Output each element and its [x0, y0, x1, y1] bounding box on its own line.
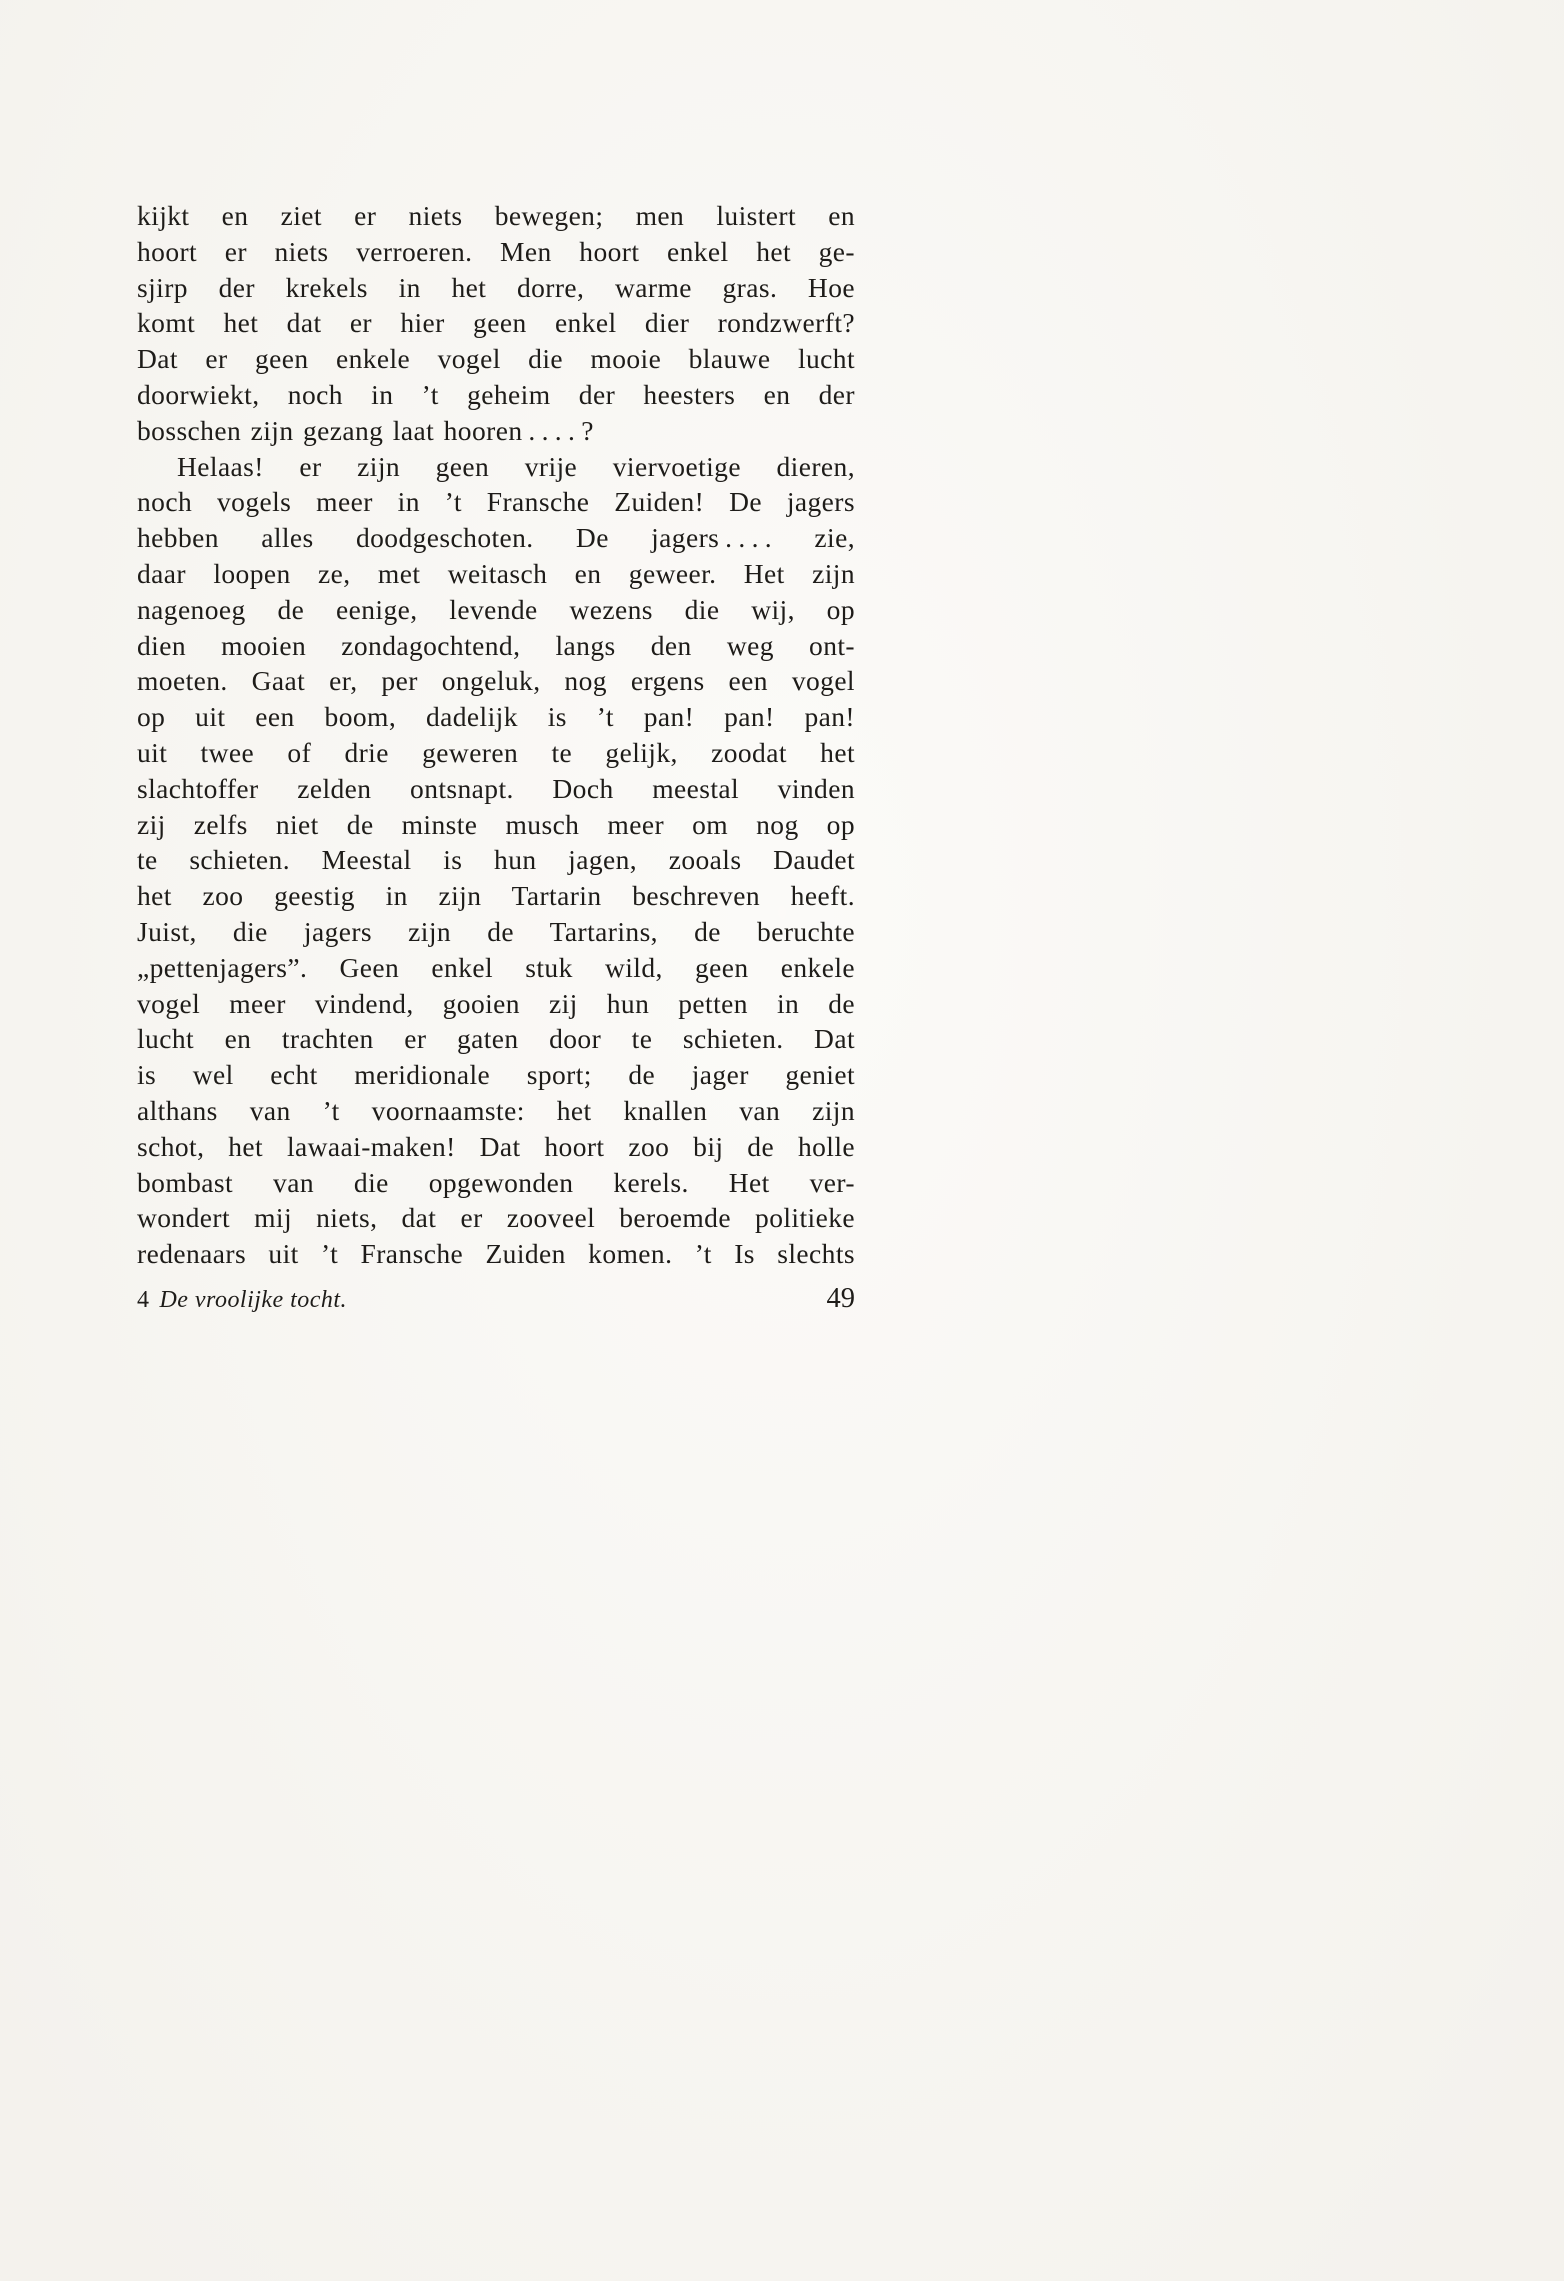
text-line: lucht en trachten er gaten door te schieten. Dat: [137, 1023, 855, 1055]
text-line: Dat er geen enkele vogel die mooie blauwe lucht: [137, 343, 855, 375]
text-line: komt het dat er hier geen enkel dier rondzwerft?: [137, 307, 855, 339]
text-line: althans van ’t voornaamste: het knallen van zijn: [137, 1094, 855, 1126]
text-line: „pettenjagers”. Geen enkel stuk wild, geen enkele: [137, 951, 855, 983]
text-line: doorwiekt, noch in ’t geheim der heesters en der: [137, 378, 855, 410]
text-block: [137, 198, 855, 1272]
text-line: noch vogels meer in ’t Fransche Zuiden! De jagers: [137, 486, 855, 518]
text-line: kijkt en ziet er niets bewegen; men luistert en: [137, 200, 855, 231]
text-line: op uit een boom, dadelijk is ’t pan! pan! pan!: [137, 701, 855, 733]
signature-number: 4: [137, 1287, 150, 1313]
text-line: hebben alles doodgeschoten. De jagers . . . . zie,: [137, 522, 855, 554]
text-line: dien mooien zondagochtend, langs den weg ont-: [137, 629, 855, 661]
page-number: 49: [826, 1283, 855, 1314]
text-line: is wel echt meridionale sport; de jager geniet: [137, 1059, 855, 1091]
text-line: slachtoffer zelden ontsnapt. Doch meestal vinden: [137, 772, 855, 804]
running-title: De vroolijke tocht.: [159, 1287, 347, 1313]
text-line: moeten. Gaat er, per ongeluk, nog ergens een vogel: [137, 665, 855, 697]
text-line: Juist, die jagers zijn de Tartarins, de beruchte: [137, 915, 855, 947]
text-line: Helaas! er zijn geen vrije viervoetige dieren,: [177, 450, 855, 482]
text-line: bombast van die opgewonden kerels. Het ver-: [137, 1166, 855, 1198]
text-line: hoort er niets verroeren. Men hoort enkel het ge-: [137, 235, 855, 267]
text-line: daar loopen ze, met weitasch en geweer. Het zijn: [137, 557, 855, 589]
text-line: schot, het lawaai-maken! Dat hoort zoo bij de holle: [137, 1130, 855, 1162]
text-line: wondert mij niets, dat er zooveel beroemde politieke: [137, 1202, 855, 1234]
text-line: vogel meer vindend, gooien zij hun petten in de: [137, 987, 855, 1019]
footer: [137, 1283, 855, 1315]
text-line: uit twee of drie geweren te gelijk, zoodat het: [137, 736, 855, 768]
text-line: het zoo geestig in zijn Tartarin beschreven heeft.: [137, 880, 855, 912]
text-line: te schieten. Meestal is hun jagen, zooals Daudet: [137, 844, 855, 876]
text-line: nagenoeg de eenige, levende wezens die wij, op: [137, 593, 855, 625]
footer-signature: [137, 1287, 347, 1314]
text-line: sjirp der krekels in het dorre, warme gras. Hoe: [137, 271, 855, 303]
text-line: bosschen zijn gezang laat hooren . . . . ?: [137, 414, 594, 446]
text-line: zij zelfs niet de minste musch meer om nog op: [137, 808, 855, 840]
text-line: redenaars uit ’t Fransche Zuiden komen. ’t Is slechts: [137, 1238, 855, 1270]
